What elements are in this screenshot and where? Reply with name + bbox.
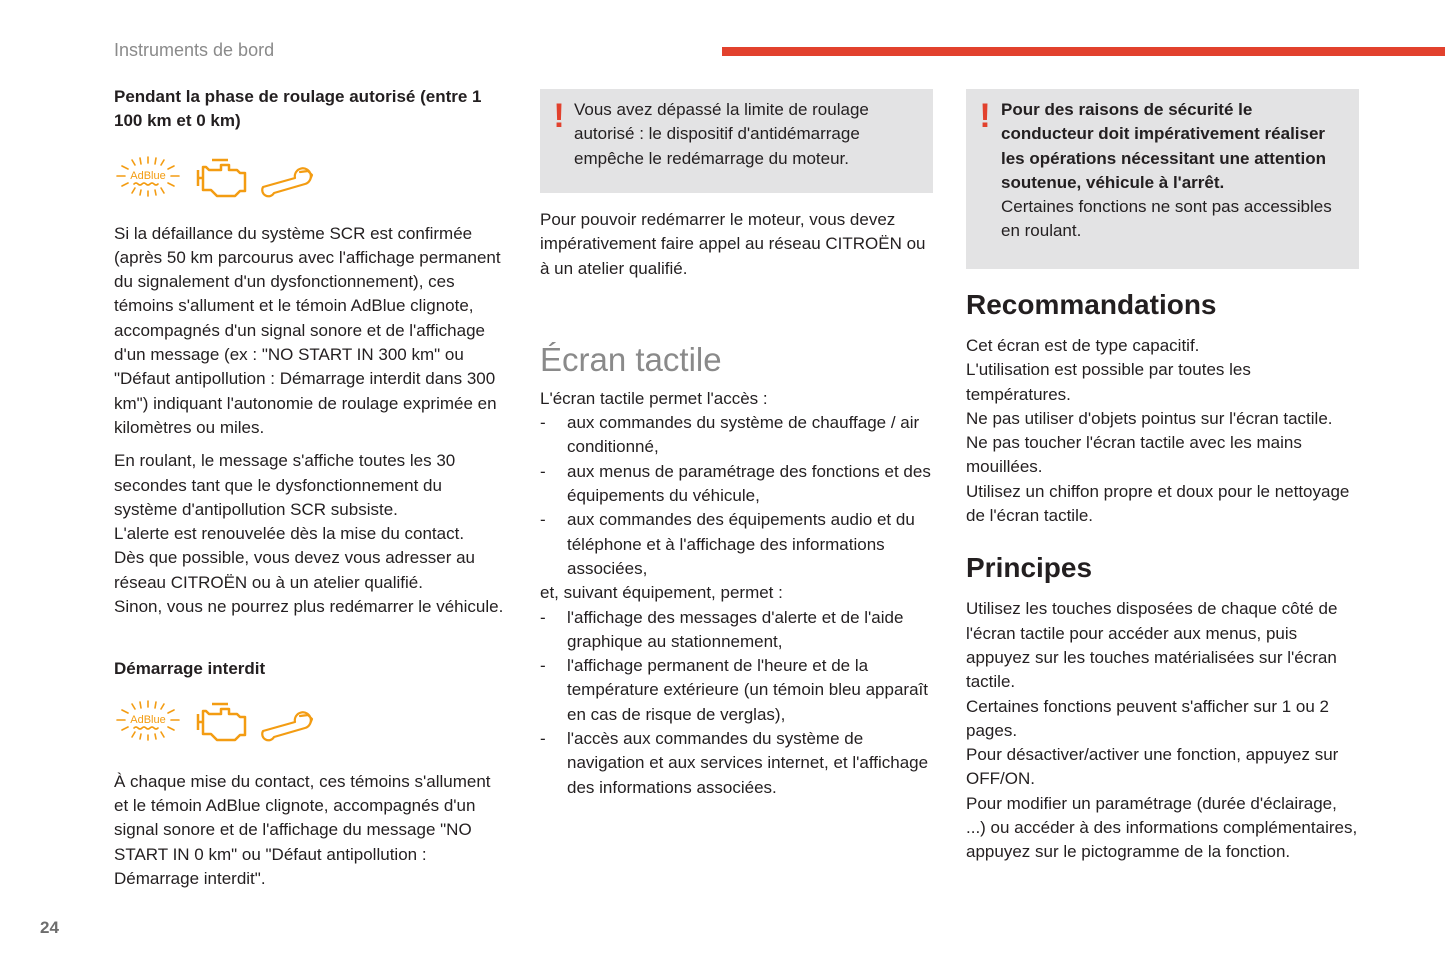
list-item: - aux commandes des équipements audio et du téléphone et à l'affichage des informations associées, xyxy=(540,508,933,581)
paragraph-sinon: Sinon, vous ne pourrez plus redémarrer le véhicule. xyxy=(114,597,504,617)
paragraph-alerte: L'alerte est renouvelée dès la mise du contact. xyxy=(114,524,465,544)
section-title-ecran-tactile: Écran tactile xyxy=(540,340,722,378)
engine-warning-icon xyxy=(192,154,250,205)
ecran-intro: L'écran tactile permet l'accès : xyxy=(540,388,768,408)
header-accent-bar xyxy=(722,47,1445,56)
paragraph-mise-contact: À chaque mise du contact, ces témoins s'allument et le témoin AdBlue clignote, accompagnés d'un signal sonore et de l'affichage du message "NO START IN 0 km" ou "Défaut antipollution : Démarrage interdit". xyxy=(114,771,491,888)
list-equipement xyxy=(540,606,933,800)
paragraph-adresser: Dès que possible, vous devez vous adresser au réseau CITROËN ou à un atelier qualifié. xyxy=(114,548,475,592)
principes-list xyxy=(966,597,1359,864)
header-title: Instruments de bord xyxy=(114,40,275,60)
principe-line: Utilisez les touches disposées de chaque côté de l'écran tactile pour accéder aux menus, puis appuyez sur les touches matérialisées sur l'écran tactile. xyxy=(966,599,1338,692)
page-number: 24 xyxy=(40,918,59,937)
list-acces xyxy=(540,411,933,581)
exclamation-icon: ! xyxy=(553,97,565,135)
principe-line: Pour modifier un paramétrage (durée d'éclairage, ...) ou accéder à des informations complémentaires, appuyez sur le pictogramme de la fonction. xyxy=(966,793,1358,862)
service-wrench-icon xyxy=(260,154,318,205)
column-left xyxy=(114,85,509,891)
heading-phase-roulage: Pendant la phase de roulage autorisé (entre 1 100 km et 0 km) xyxy=(114,87,482,131)
list-item: - l'accès aux commandes du système de navigation et aux services internet, et l'affichage des informations associées. xyxy=(540,727,933,800)
list-item: - aux menus de paramétrage des fonctions et des équipements du véhicule, xyxy=(540,460,933,509)
reco-line: L'utilisation est possible par toutes les températures. xyxy=(966,360,1251,404)
ecran-mid: et, suivant équipement, permet : xyxy=(540,583,783,603)
reco-line: Ne pas toucher l'écran tactile avec les mains mouillées. xyxy=(966,433,1302,477)
exclamation-icon: ! xyxy=(979,97,991,135)
adblue-icon-label: AdBlue xyxy=(130,714,166,727)
column-right xyxy=(966,89,1359,865)
principe-line: Pour désactiver/activer une fonction, appuyez sur OFF/ON. xyxy=(966,745,1339,789)
recommandations-list xyxy=(966,334,1359,528)
heading-demarrage-interdit: Démarrage interdit xyxy=(114,659,266,679)
list-item: - aux commandes du système de chauffage / air conditionné, xyxy=(540,411,933,460)
warning-text-securite: Certaines fonctions ne sont pas accessibles en roulant. xyxy=(1001,197,1332,241)
section-title-principes: Principes xyxy=(966,552,1093,584)
warning-text-limite: Vous avez dépassé la limite de roulage autorisé : le dispositif d'antidémarrage empêche le redémarrage du moteur. xyxy=(574,100,869,168)
engine-warning-icon xyxy=(192,698,250,749)
adblue-warning-icon xyxy=(114,154,182,205)
column-middle xyxy=(540,89,933,800)
reco-line: Utilisez un chiffon propre et doux pour le nettoyage de l'écran tactile. xyxy=(966,481,1350,526)
paragraph-defaillance: Si la défaillance du système SCR est confirmée (après 50 km parcourus avec l'affichage permanent du signalement d'un dysfonctionnement), ces témoins s'allument et le témoin AdBlue clignote, accompagnés d'un signal sonore et de l'affichage d'un message (ex : "NO START IN 300 km" ou "Défaut antipollution : Démarrage interdit dans 300 km") indiquant l'autonomie de roulage exprimée en kilomètres ou miles. xyxy=(114,223,501,437)
reco-line: Ne pas utiliser d'objets pointus sur l'écran tactile. xyxy=(966,408,1333,428)
warning-box-limite xyxy=(540,89,933,193)
reco-line: Cet écran est de type capacitif. xyxy=(966,336,1200,355)
section-title-recommandations: Recommandations xyxy=(966,289,1217,320)
principe-line: Certaines fonctions peuvent s'afficher sur 1 ou 2 pages. xyxy=(966,696,1329,740)
list-item: - l'affichage permanent de l'heure et de la température extérieure (un témoin bleu apparaît en cas de risque de verglas), xyxy=(540,654,933,727)
warning-icons-row-1 xyxy=(114,152,509,208)
adblue-icon-label: AdBlue xyxy=(130,170,166,183)
warning-box-securite xyxy=(966,89,1359,269)
warning-bold-securite: Pour des raisons de sécurité le conducteur doit impérativement réaliser les opérations nécessitant une attention soutenue, véhicule à l'arrêt. xyxy=(1001,100,1326,192)
paragraph-en-roulant: En roulant, le message s'affiche toutes les 30 secondes tant que le dysfonctionnement du système d'antipollution SCR subsiste. xyxy=(114,451,456,519)
adblue-warning-icon xyxy=(114,698,182,749)
paragraph-redemarrer: Pour pouvoir redémarrer le moteur, vous devez impérativement faire appel au réseau CITROËN ou à un atelier qualifié. xyxy=(540,210,926,278)
list-item: - l'affichage des messages d'alerte et de l'aide graphique au stationnement, xyxy=(540,606,933,655)
service-wrench-icon xyxy=(260,698,318,749)
warning-icons-row-2 xyxy=(114,696,509,752)
